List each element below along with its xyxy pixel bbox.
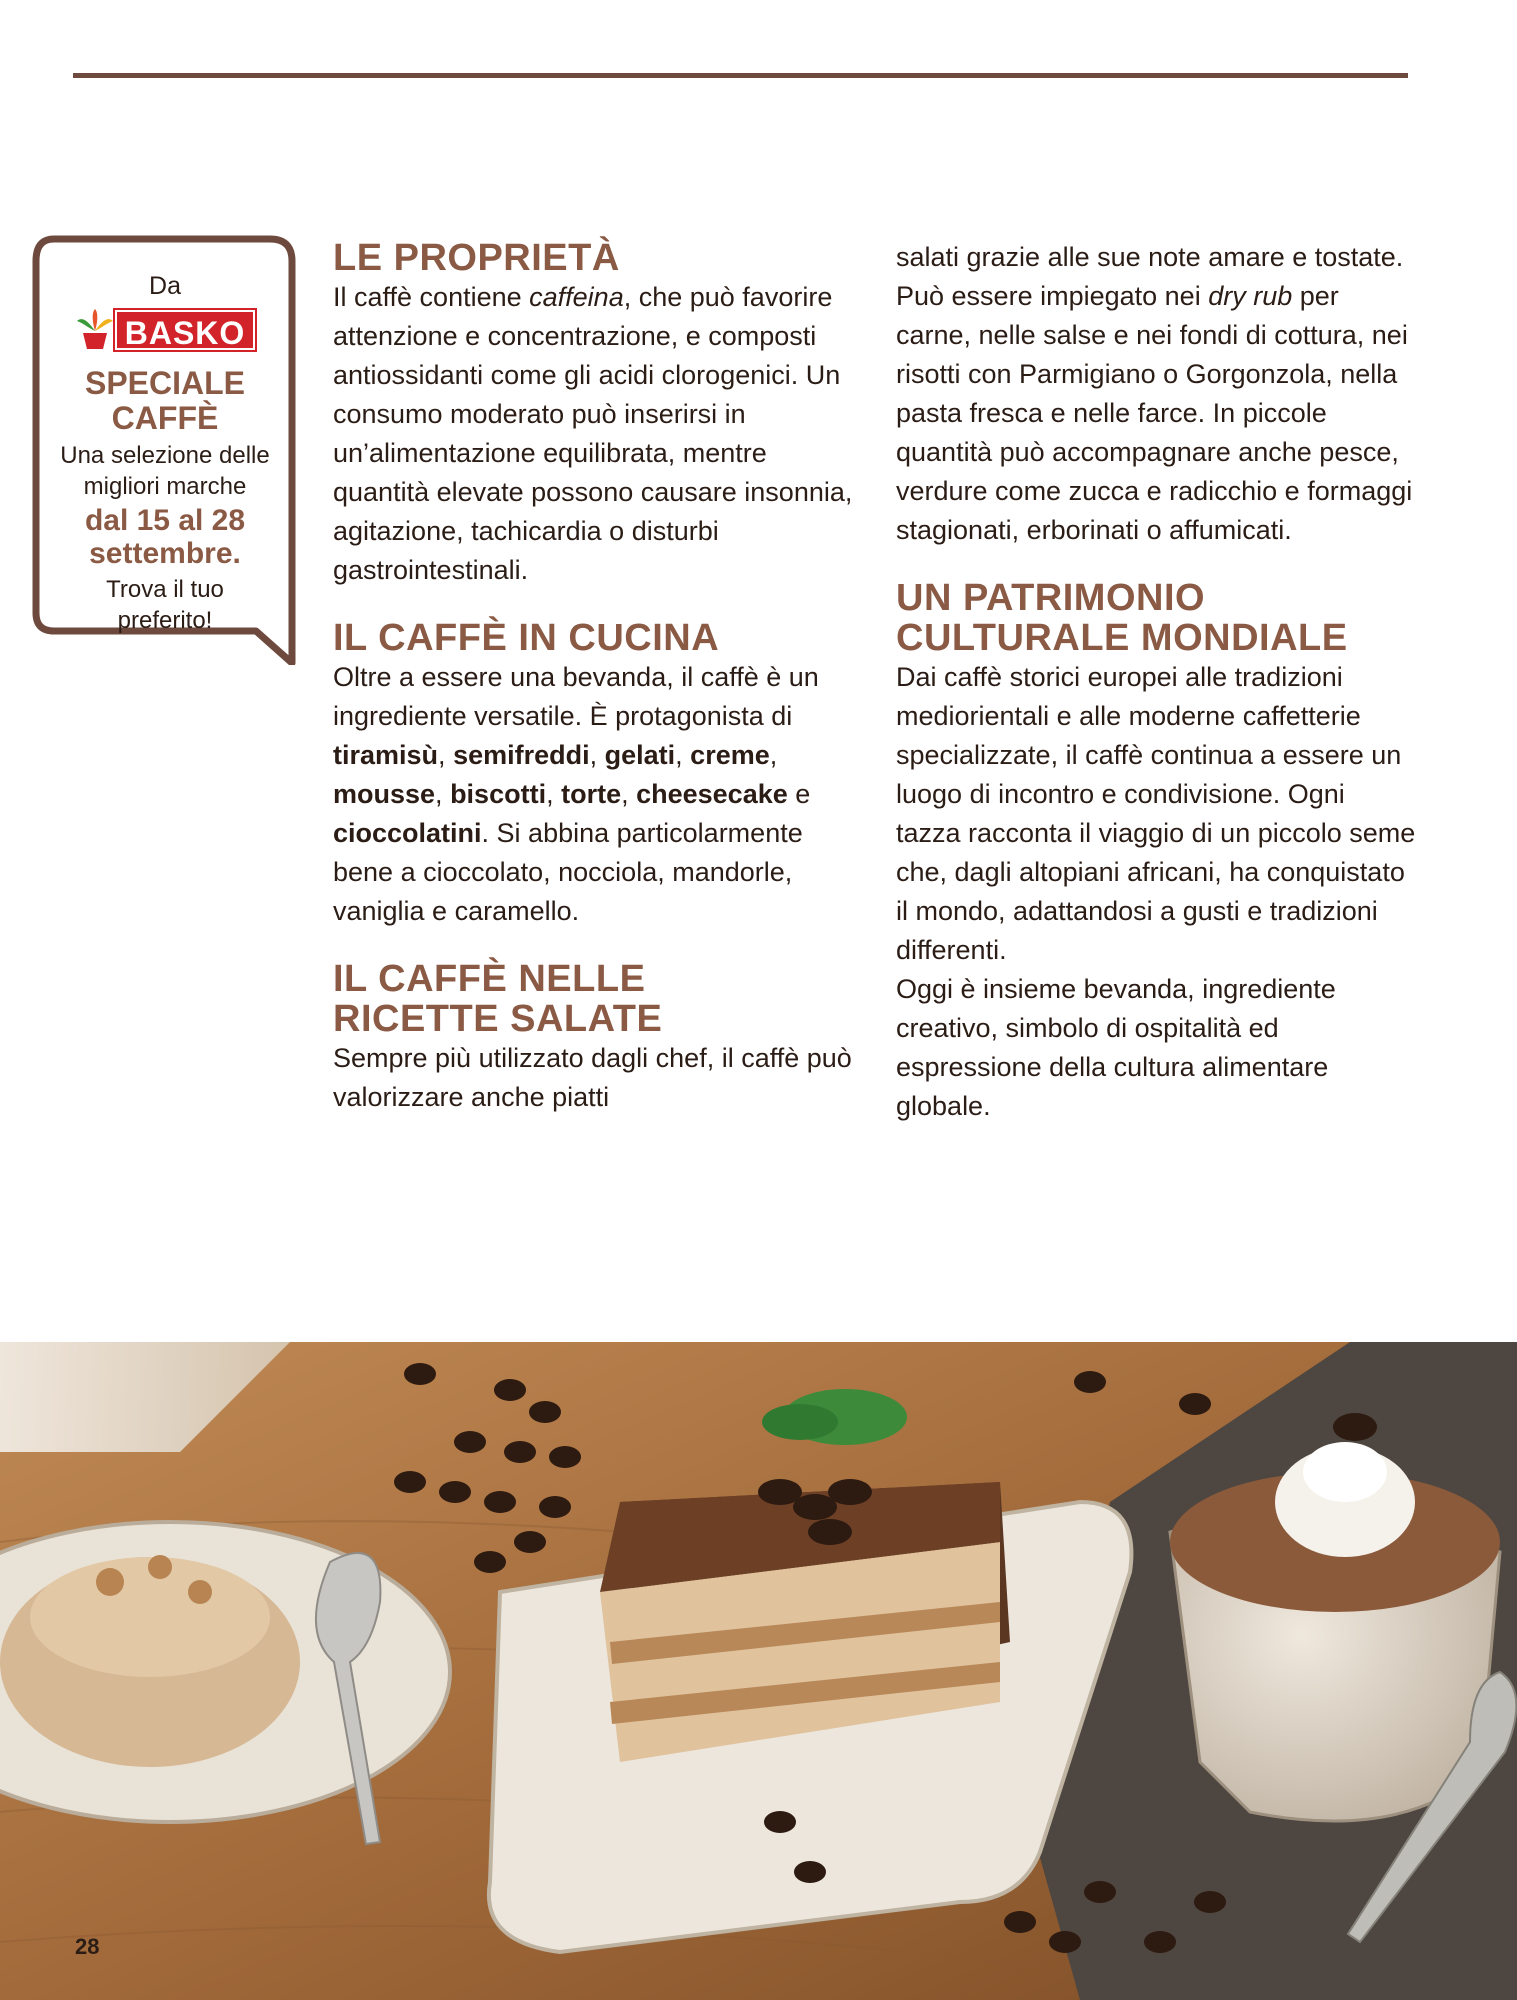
proprieta-text-2: , che può favorire attenzione e concentrazione, e composti antiossidanti come gli acidi clorogenici. Un consumo moderato può inserirsi in un’alimentazione equilibrata, mentre quantità elevate possono causare insonnia, agitazione, tachicardia o disturbi gastrointestinali. [333, 282, 853, 585]
salate-cont-dry-rub: dry rub [1208, 281, 1293, 311]
callout-body-line1: Una selezione delle [60, 442, 270, 469]
basko-flower-icon [75, 309, 115, 351]
heading-patrimonio [896, 578, 1416, 658]
cucina-sep-8: e [787, 779, 811, 809]
callout-dates [44, 504, 286, 570]
heading-salate-line1: IL CAFFÈ NELLE [333, 958, 646, 1000]
paragraph-salate: Sempre più utilizzato dagli chef, il caffè può valorizzare anche piatti [333, 1043, 852, 1112]
callout-prefix: Da [149, 272, 181, 300]
paragraph-proprieta [333, 278, 863, 590]
cucina-bold-1: tiramisù [333, 740, 439, 770]
heading-salate [333, 959, 863, 1039]
cucina-sep-5: , [435, 779, 451, 809]
cucina-bold-6: biscotti [450, 779, 547, 809]
cucina-bold-4: creme [690, 740, 770, 770]
cucina-bold-8: cheesecake [636, 779, 788, 809]
heading-cucina: IL CAFFÈ IN CUCINA [333, 617, 720, 659]
heading-proprieta: LE PROPRIETÀ [333, 237, 620, 279]
cucina-bold-3: gelati [604, 740, 676, 770]
right-column [896, 238, 1416, 1126]
salate-cont-text-1: salati grazie alle sue note amare e tostate. Può essere impiegato nei [896, 242, 1404, 311]
callout-title-line1: SPECIALE [84, 365, 246, 401]
paragraph-patrimonio-2: Oggi è insieme bevanda, ingrediente creativo, simbolo di ospitalità ed espressione della cultura alimentare globale. [896, 974, 1336, 1121]
callout-title [44, 366, 286, 436]
cucina-sep-4: , [769, 740, 778, 770]
callout-cta [44, 574, 286, 636]
callout-dates-line1: dal 15 al 28 [84, 504, 246, 537]
paragraph-patrimonio-1: Dai caffè storici europei alle tradizioni mediorientali e alle moderne caffetterie specializzate, il caffè continua a essere un luogo di incontro e condivisione. Ogni tazza racconta il viaggio di un piccolo seme che, dagli altopiani africani, ha conquistato il mondo, adattandosi a gusti e tradizioni differenti. [896, 662, 1416, 965]
desserts-photo [0, 1342, 1517, 2000]
cucina-intro: Oltre a essere una bevanda, il caffè è un ingrediente versatile. È protagonista di [333, 662, 819, 731]
callout-dates-line2: settembre. [89, 537, 241, 570]
cucina-sep-1: , [438, 740, 454, 770]
cucina-bold-7: torte [561, 779, 622, 809]
heading-salate-line2: RICETTE SALATE [333, 998, 663, 1040]
salate-cont-text-2: per carne, nelle salse e nei fondi di cottura, nei risotti con Parmigiano o Gorgonzola, nella pasta fresca e nelle farce. In piccole quantità può accompagnare anche pesce, verdure come zucca e radicchio e formaggi stagionati, erborinati o affumicati. [896, 281, 1413, 545]
promo-callout [32, 235, 298, 665]
cucina-sep-2: , [589, 740, 605, 770]
cucina-outro: . Si abbina particolarmente bene a cioccolato, nocciola, mandorle, vaniglia e caramello. [333, 818, 803, 926]
basko-logo [75, 309, 256, 351]
top-divider [73, 73, 1408, 78]
cucina-sep-6: , [546, 779, 562, 809]
proprieta-caffeina: caffeina [529, 282, 624, 312]
paragraph-salate-continued [896, 238, 1416, 550]
left-column [333, 238, 863, 1117]
cucina-sep-7: , [621, 779, 637, 809]
cucina-bold-2: semifreddi [453, 740, 590, 770]
basko-wordmark: BASKO [115, 310, 256, 350]
cucina-sep-3: , [675, 740, 691, 770]
heading-patrimonio-line2: CULTURALE MONDIALE [896, 617, 1348, 659]
cucina-bold-5: mousse [333, 779, 436, 809]
paragraph-cucina [333, 658, 863, 931]
cucina-bold-9: cioccolatini [333, 818, 482, 848]
callout-body-line2: migliori marche [83, 473, 247, 500]
page-number: 28 [75, 1934, 100, 1959]
proprieta-text-1: Il caffè contiene [333, 282, 530, 312]
callout-title-line2: CAFFÈ [111, 400, 219, 436]
heading-patrimonio-line1: UN PATRIMONIO [896, 577, 1206, 619]
callout-cta-line2: preferito! [117, 607, 213, 634]
callout-cta-line1: Trova il tuo [106, 576, 224, 603]
callout-body [44, 440, 286, 502]
